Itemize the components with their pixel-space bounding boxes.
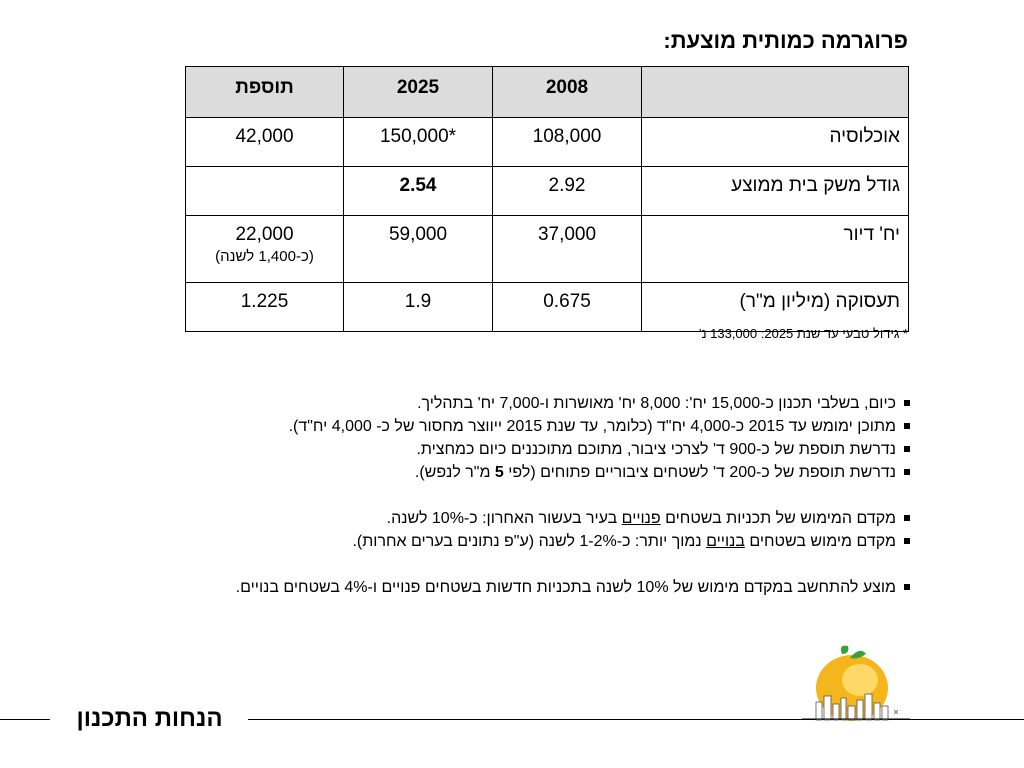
bullet-text: מ"ר לנפש). <box>414 464 495 481</box>
program-table <box>185 66 909 332</box>
row-label: אוכלוסיה <box>642 118 909 167</box>
table-header-label <box>642 67 909 118</box>
table-header-addition: תוספת <box>186 67 344 118</box>
bullet-text: בעיר בעשור האחרון: כ-10% לשנה. <box>386 510 622 527</box>
cell-addition-note: (כ-1,400 לשנה) <box>215 248 314 265</box>
bullet-bold: 5 <box>494 464 504 481</box>
page-title: פרוגרמה כמותית מוצעת: <box>663 28 908 53</box>
bullet-text: נמוך יותר: כ-1-2% לשנה (ע"פ נתונים בערים אחרות). <box>352 533 707 550</box>
cell-2008: 108,000 <box>493 118 642 167</box>
cell-2025-value: 150,000* <box>379 126 457 147</box>
cell-2008: 2.92 <box>493 167 642 216</box>
bullet-item: כיום, בשלבי תכנון כ-15,000 יח': 8,000 יח' מאושרות ו-7,000 יח' בתהליך. <box>110 392 910 415</box>
cell-2025 <box>344 118 493 167</box>
row-label: גודל משק בית ממוצע <box>642 167 909 216</box>
table-row <box>186 118 909 167</box>
cell-2008: 0.675 <box>493 283 642 332</box>
bullet-item <box>110 461 910 484</box>
bullet-item: מתוכן ימומש עד 2015 כ-4,000 יח"ד (כלומר, עד שנת 2015 ייווצר מחסור של כ- 4,000 יח"ד). <box>110 415 910 438</box>
cell-addition <box>186 167 344 216</box>
bullet-item <box>110 507 910 530</box>
table-footnote: * גידול טבעי עד שנת 2025: 133,000 נ' <box>698 326 908 341</box>
city-orange-logo-icon <box>800 640 912 724</box>
row-label: יח' דיור <box>642 216 909 283</box>
bullet-text: נדרשת תוספת של כ-200 ד' לשטחים ציבוריים פתוחים (לפי <box>503 464 896 481</box>
footer-divider-left <box>0 719 50 720</box>
bullet-text: מקדם מימוש בשטחים <box>744 533 896 550</box>
bullet-underline: פנויים <box>621 510 661 527</box>
cell-2025: 1.9 <box>344 283 493 332</box>
table-header-2025: 2025 <box>344 67 493 118</box>
bullet-item <box>110 530 910 553</box>
cell-2008: 37,000 <box>493 216 642 283</box>
bullet-text: מקדם המימוש של תכניות בשטחים <box>660 510 896 527</box>
cell-addition <box>186 216 344 283</box>
cell-2025: 59,000 <box>344 216 493 283</box>
table-header-2008: 2008 <box>493 67 642 118</box>
cell-addition: 1.225 <box>186 283 344 332</box>
table-row <box>186 283 909 332</box>
cell-addition: 42,000 <box>186 118 344 167</box>
table-row <box>186 216 909 283</box>
footer-title: הנחות התכנון <box>76 705 223 732</box>
row-label: תעסוקה (מיליון מ"ר) <box>642 283 909 332</box>
cell-2025: 2.54 <box>344 167 493 216</box>
bullet-item: נדרשת תוספת של כ-900 ד' לצרכי ציבור, מתוכם מתוכננים כיום כמחצית. <box>110 438 910 461</box>
bullet-list <box>110 392 910 599</box>
table-header-row <box>186 67 909 118</box>
table-row <box>186 167 909 216</box>
bullet-item: מוצע להתחשב במקדם מימוש של 10% לשנה בתכניות חדשות בשטחים פנויים ו-4% בשטחים בנויים. <box>110 576 910 599</box>
cell-addition-value: 22,000 <box>235 224 294 245</box>
bullet-underline: בנויים <box>706 533 745 550</box>
